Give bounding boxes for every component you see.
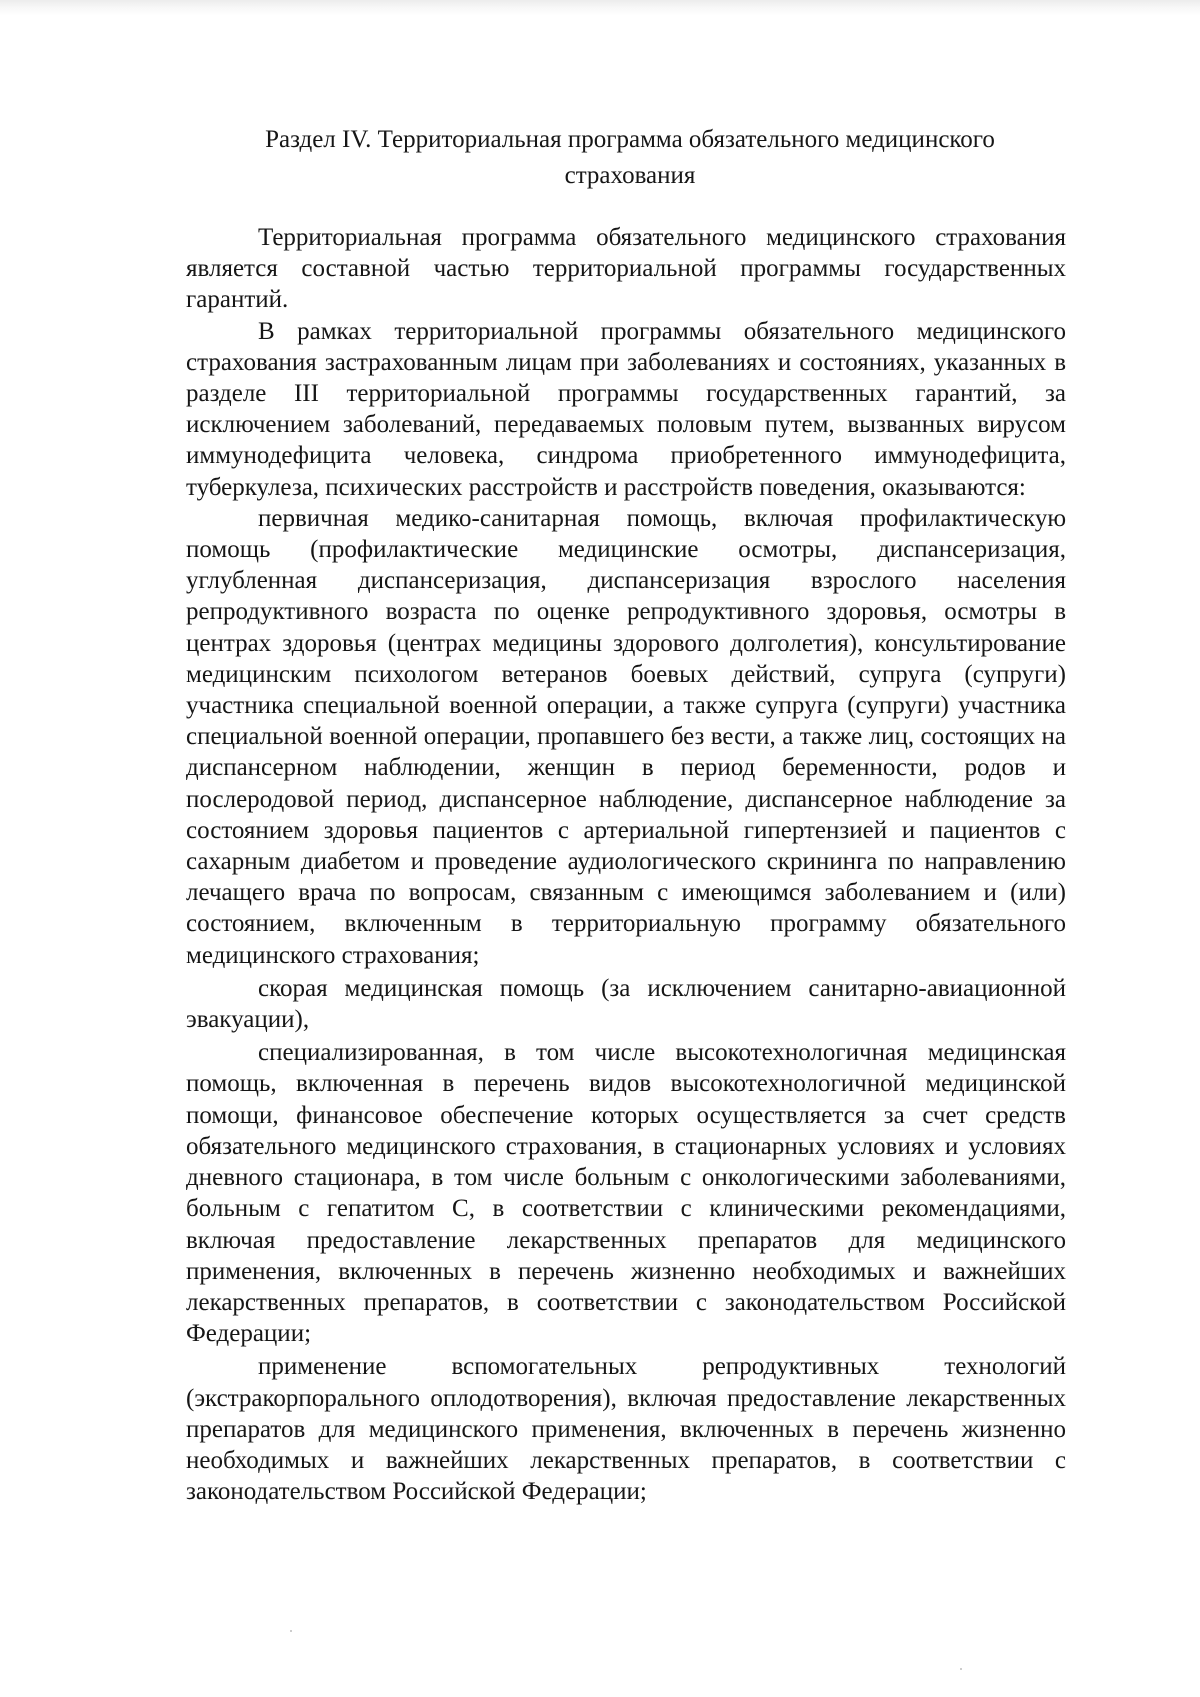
- scan-speck: [960, 1668, 962, 1670]
- paragraph-specialized-care: специализированная, в том числе высокотехнологичная медицинская помощь, включенная в перечень видов высокотехнологичной медицинской помощи, финансовое обеспечение которых осуществляется за счет средств обязательного медицинского страхования, в стационарных условиях и условиях дневного стационара, в том числе больным с онкологическими заболеваниями, больным с гепатитом С, в соответствии с клиническими рекомендациями, включая предоставление лекарственных препаратов для медицинского применения, включенных в перечень жизненно необходимых и важнейших лекарственных препаратов, в соответствии с законодательством Российской Федерации;: [186, 1039, 1066, 1348]
- paragraph-reproductive-technologies: применение вспомогательных репродуктивных технологий (экстракорпорального оплодотворения), включая предоставление лекарственных препаратов для медицинского применения, включенных в перечень жизненно необходимых и важнейших лекарственных препаратов, в соответствии с законодательством Российской Федерации;: [186, 1353, 1066, 1506]
- document-body: [186, 222, 1066, 1507]
- paragraph-emergency-care: скорая медицинская помощь (за исключением санитарно-авиационной эвакуации),: [186, 974, 1066, 1034]
- section-heading: [180, 122, 1080, 194]
- scan-top-edge: [0, 0, 1200, 16]
- scan-speck: [290, 1630, 292, 1632]
- paragraph-program-composition: Территориальная программа обязательного медицинского страхования является составной частью территориальной программы государственных гарантий.: [186, 224, 1066, 314]
- section-heading-line-1: Раздел IV. Территориальная программа обязательного медицинского: [265, 126, 995, 153]
- section-heading-line-2: страхования: [564, 162, 696, 189]
- paragraph-primary-care: первичная медико-санитарная помощь, включая профилактическую помощь (профилактические медицинские осмотры, диспансеризация, углубленная диспансеризация, диспансеризация взрослого населения репродуктивного возраста по оценке репродуктивного здоровья, осмотры в центрах здоровья (центрах медицины здорового долголетия), консультирование медицинским психологом ветеранов боевых действий, супруга (супруги) участника специальной военной операции, а также супруга (супруги) участника специальной военной операции, пропавшего без вести, а также лиц, состоящих на диспансерном наблюдении, женщин в период беременности, родов и послеродовой период, диспансерное наблюдение, диспансерное наблюдение за состоянием здоровья пациентов с артериальной гипертензией и пациентов с сахарным диабетом и проведение аудиологического скрининга по направлению лечащего врача по вопросам, связанным с имеющимся заболеванием и (или) состоянием, включенным в территориальную программу обязательного медицинского страхования;: [186, 504, 1066, 969]
- paragraph-program-scope: В рамках территориальной программы обязательного медицинского страхования застрахованным лицам при заболеваниях и состояниях, указанных в разделе III территориальной программы государственных гарантий, за исключением заболеваний, передаваемых половым путем, вызванных вирусом иммунодефицита человека, синдрома приобретенного иммунодефицита, туберкулеза, психических расстройств и расстройств поведения, оказываются:: [186, 317, 1066, 501]
